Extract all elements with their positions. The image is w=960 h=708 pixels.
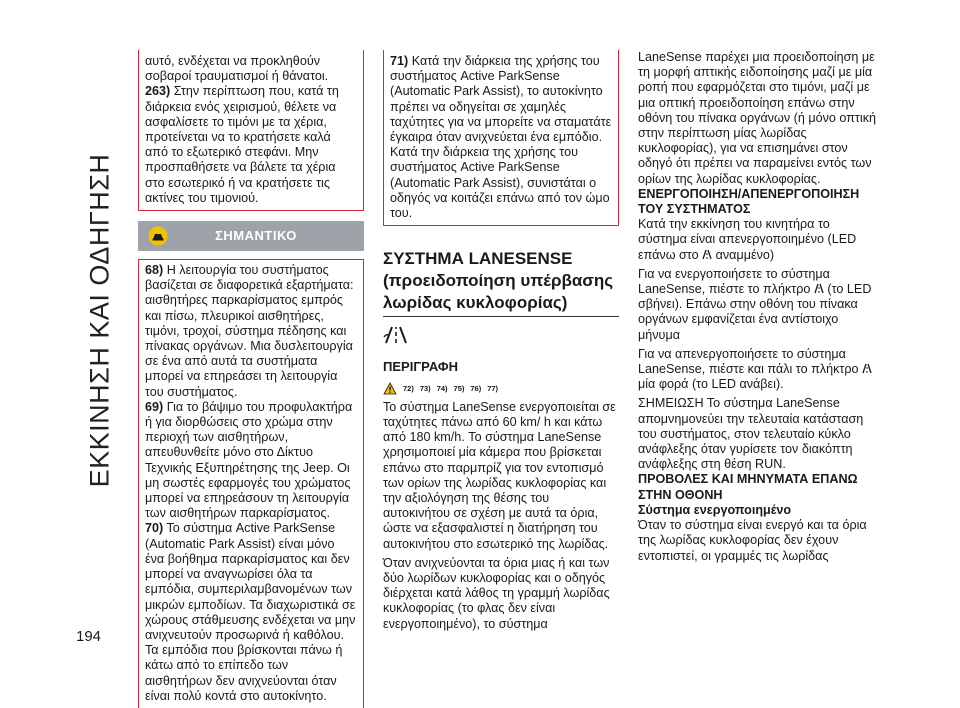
note-number: 68)	[145, 263, 164, 278]
text-part: Για να απενεργοποιήσετε το σύστημα LaneSense, πιέστε και πάλι το πλήκτρο	[638, 346, 859, 377]
important-label: ΣΗΜΑΝΤΙΚΟ	[215, 228, 297, 244]
warning-box-continued	[138, 50, 364, 211]
note-text: Το σύστημα Active ParkSense (Automatic Park Assist) είναι μόνο ένα βοήθημα παρκαρίσματος και δεν μπορεί να αναγνωρίσει όλα τα εμπόδια, συμπεριλαμβανομένων των μικρών εμποδίων. Τα διαχωριστικά σε χώρους στάθμευσης ενδέχεται να μην ανιχνευτούν προσωρινά ή καθόλου. Τα εμπόδια που βρίσκονται πάνω ή κάτω από το επίπεδο των αισθητήρων δεν ανιχνεύονται όταν είναι πολύ κοντά στο αυτοκίνητο.	[145, 521, 356, 703]
page-number: 194	[76, 628, 102, 645]
ref-76: 76)	[470, 383, 482, 393]
system-active-paragraph: Όταν το σύστημα είναι ενεργό και τα όρια της λωρίδας κυκλοφορίας δεν έχουν εντοπιστεί, οι γραμμές τις λωρίδας	[638, 518, 867, 563]
text-part: Για να ενεργοποιήσετε το σύστημα LaneSense, πιέστε το πλήκτρο	[638, 266, 830, 297]
warning-continued-paragraph: LaneSense παρέχει μια προειδοποίηση με τη μορφή απτικής ειδοποίησης μαζί με μία ροπή που εφαρμόζεται στο τιμόνι, μαζί με μια οπτική προειδοποίηση επάνω στην οθόνη του πίνακα οργάνων (ή μόνο οπτική στην περίπτωση μίας λωρίδας κυκλοφορίας), για να επισημάνει στον οδηγό ότι πρέπει να παραμείνει εντός των ορίων της λωρίδας κυκλοφορίας.	[638, 50, 877, 186]
lanesense-button-icon	[814, 283, 824, 294]
important-box	[138, 259, 364, 708]
deactivate-paragraph	[638, 347, 878, 393]
note-text: Για το βάψιμο του προφυλακτήρα ή για διορθώσεις στο χρώμα στην περιοχή των αισθητήρων, απευθυνθείτε μόνο στο Δίκτυο Τεχνικής Εξυπηρέτησης της Jeep. Οι μη σωστές εφαρμογές του χρώματος μπορεί να επηρεάσουν τη λειτουργία των αισθητήρων παρκαρίσματος.	[145, 399, 353, 521]
note-number: 69)	[145, 399, 164, 414]
note-number: 71)	[390, 54, 409, 68]
ref-72: 72)	[403, 383, 414, 393]
note-68	[145, 263, 357, 400]
description-paragraph-2: Όταν ανιχνεύονται τα όρια μιας ή και των δύο λωρίδων κυκλοφορίας και ο οδηγός διέρχεται κατά λάθος τη γραμμή λωρίδας κυκλοφορίας (το φλας δεν είναι ενεργοποιημένο), το σύστημα	[383, 555, 610, 631]
note-69	[145, 400, 357, 522]
note-text: Στην περίπτωση που, κατά τη διάρκεια ενός χειρισμού, θέλετε να ασφαλίσετε το τιμόνι με τα χέρια, προτείνεται να το κρατήσετε καλά από το εξωτερικό στεφάνι. Μην προσπαθήσετε να βάλετε τα χέρια στο εσωτερικό ή να κρατήσετε τις ακτίνες του τιμονιού.	[145, 84, 339, 205]
column-2	[383, 50, 619, 632]
note-number: 263)	[145, 84, 171, 99]
warning-continued-text: αυτό, ενδέχεται να προκληθούν σοβαροί τραυματισμοί ή θάνατοι.	[145, 54, 329, 84]
chapter-side-title	[72, 40, 128, 600]
display-heading: ΠΡΟΒΟΛΕΣ ΚΑΙ ΜΗΝΥΜΑΤΑ ΕΠΑΝΩ ΣΤΗΝ ΟΘΟΝΗ	[638, 472, 858, 502]
text-part: Κατά την εκκίνηση του κινητήρα το σύστημα είναι απενεργοποιημένο (LED επάνω στο	[638, 217, 857, 262]
ref-75: 75)	[453, 383, 465, 393]
note-paragraph: ΣΗΜΕΙΩΣΗ Το σύστημα LaneSense απομνημονεύει την τελευταία κατάσταση του συστήματος, στον τελευταίο κύκλο ανάφλεξης όταν γυρίσετε τον διακόπτη ανάφλεξης στη θέση RUN.	[638, 396, 864, 472]
description-paragraph-1: Το σύστημα LaneSense ενεργοποιείται σε ταχύτητες πάνω από 60 km/ h και κάτω από 180 km/h. Το σύστημα LaneSense χρησιμοποιεί μία κάμερα που βρίσκεται επάνω στο παρμπρίζ για τον εντοπισμό των ορίων της λωρίδας κυκλοφορίας και την αξιολόγηση της θέσης του αυτοκινήτου σε σχέση με αυτά τα όρια, ώστε να εξασφαλιστεί η διατήρηση του αυτοκινήτου στο εσωτερικό της λωρίδας.	[383, 399, 616, 551]
note-text: Η λειτουργία του συστήματος βασίζεται σε διαφορετικά εξαρτήματα: αισθητήρες παρκαρίσματος εμπρός και πίσω, πλευρικοί αισθητήρες, τιμόνι, τροχοί, σύστημα πέδησης και πίνακας οργάνων. Μια δυσλειτουργία σε ένα από αυτά τα συστήματα μπορεί να επηρεάσει τη λειτουργία του συστήματος.	[145, 263, 354, 399]
column-3	[638, 50, 878, 564]
section-rule	[383, 316, 619, 317]
ref-74: 74)	[436, 383, 448, 393]
section-title-lanesense: ΣΥΣΤΗΜΑ LANESENSE (προειδοποίηση υπέρβασης λωρίδας κυκλοφορίας)	[383, 249, 614, 313]
text-part: (το LED σβήνει). Επάνω στην οθόνη του πίνακα οργάνων εμφανίζεται ένα αντίστοιχο μήνυμα	[638, 282, 872, 342]
lanesense-button-icon	[862, 363, 872, 374]
note-70	[145, 521, 357, 703]
text-part: μία φορά (το LED ανάβει).	[638, 377, 784, 392]
note-71	[390, 54, 612, 221]
warning-263	[145, 84, 357, 206]
activation-heading: ΕΝΕΡΓΟΠΟΙΗΣΗ/ΑΠΕΝΕΡΓΟΠΟΙΗΣΗ ΤΟΥ ΣΥΣΤΗΜΑΤΟΣ	[638, 186, 860, 217]
system-active-subheading: Σύστημα ενεργοποιημένο	[638, 502, 792, 517]
text-part: αναμμένο)	[715, 247, 775, 262]
note-text: Κατά την διάρκεια της χρήσης του συστήματος Active ParkSense (Automatic Park Assist), το αυτοκίνητο πρέπει να οδηγείται σε χαμηλές ταχύτητες για να μπορείτε να σταματάτε έγκαιρα όταν ανιχνεύεται ένα εμπόδιο. Κατά την διάρκεια της χρήσης του συστήματος Active ParkSense (Automatic Park Assist), συνιστάται ο οδηγός να κοιτάζει επάνω από τον ώμο του.	[390, 54, 612, 221]
lanesense-icon	[383, 325, 409, 345]
activate-paragraph	[638, 267, 878, 343]
description-heading: ΠΕΡΙΓΡΑΦΗ	[383, 359, 458, 375]
ref-77: 77)	[487, 383, 499, 393]
reference-list	[383, 381, 619, 396]
warning-car-icon	[148, 226, 168, 246]
important-box-continued	[383, 50, 619, 226]
startup-paragraph	[638, 217, 878, 263]
important-notice-bar	[138, 221, 364, 251]
chapter-title-text: ΕΚΚΙΝΗΣΗ ΚΑΙ ΟΔΗΓΗΣΗ	[84, 153, 115, 487]
ref-73: 73)	[419, 383, 431, 393]
column-1	[138, 50, 364, 708]
note-number: 70)	[145, 521, 164, 536]
lanesense-button-icon	[702, 249, 712, 260]
hand-warning-icon	[383, 382, 397, 395]
